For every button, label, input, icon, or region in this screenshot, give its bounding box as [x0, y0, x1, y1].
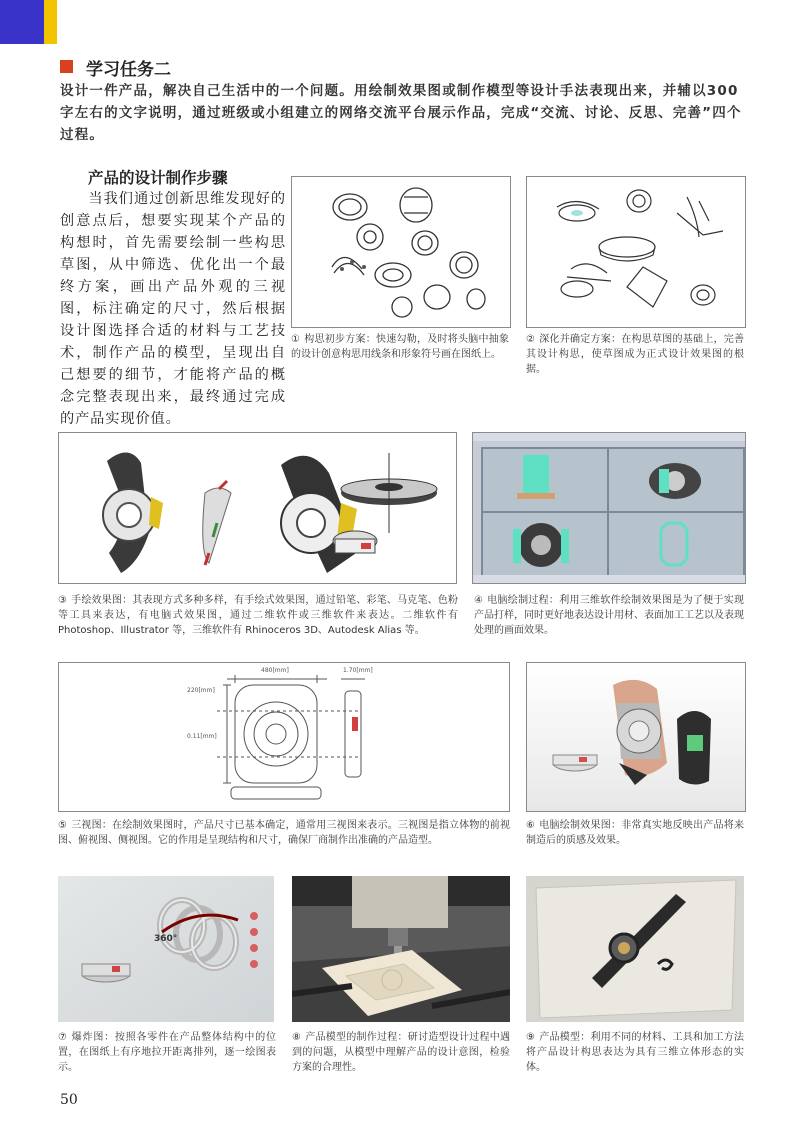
figure-7-exploded-view: [58, 876, 274, 1022]
figure-8-caption: [292, 1030, 510, 1075]
figure-4-text: 电脑绘制过程：利用三维软件绘制效果图是为了便于实现产品打样，同时更好地表达设计用材、表面加工工艺以及表现处理的画面效果。: [474, 595, 744, 636]
figure-2-caption: [526, 332, 744, 377]
figure-7-number: ⑦: [58, 1032, 68, 1043]
figure-3-hand-rendering: [58, 432, 457, 584]
corner-decoration-yellow: [44, 0, 57, 44]
figure-5-text: 三视图：在绘制效果图时，产品尺寸已基本确定，通常用三视图来表示。三视图是指立体物的前视图、俯视图、侧视图。它的作用是呈现结构和尺寸，确保厂商制作出准确的产品造型。: [58, 820, 511, 846]
figure-2-refined-sketches: [526, 176, 746, 328]
section-title: 学习任务二: [86, 60, 171, 80]
figure-6-caption: [526, 818, 744, 848]
figure-6-computer-rendering: [526, 662, 746, 812]
section-intro: 设计一件产品，解决自己生活中的一个问题。用绘制效果图或制作模型等设计手法表现出来，并辅以300字左右的文字说明，通过班级或小组建立的网络交流平台展示作品，完成“交流、讨论、反思、完善”四个过程。: [60, 83, 742, 143]
figure-6-number: ⑥: [526, 820, 536, 831]
figure-9-number: ⑨: [526, 1032, 536, 1043]
figure-9-product-model: [526, 876, 744, 1022]
figure-1-number: ①: [291, 334, 301, 345]
figure-7-text: 爆炸图：按照各零件在产品整体结构中的位置，在图纸上有序地拉开距离排列，逐一绘图表示。: [58, 1032, 277, 1073]
section-marker-square: [60, 60, 73, 73]
figure-8-text: 产品模型的制作过程：研讨造型设计过程中遇到的问题，从模型中理解产品的设计意图，检验方案的合理性。: [292, 1032, 510, 1073]
figure-9-text: 产品模型：利用不同的材料、工具和加工方法将产品设计构思表达为具有三维立体形态的实体。: [526, 1032, 744, 1073]
dim-label-left-2: 0.11[mm]: [187, 733, 217, 740]
steps-body: 当我们通过创新思维发现好的创意点后，想要实现某个产品的构想时，首先需要绘制一些构思草图，从中筛选、优化出一个最终方案，画出产品外观的三视图，标注确定的尺寸，然后根据设计图选择合适的材料与工艺技术，制作产品的模型，呈现出自己想要的细节，才能将产品的概念完整表现出来，最终通过完成的产品实现价值。: [60, 191, 286, 427]
figure-4-cad-screenshot: [472, 432, 746, 584]
figure-5-caption: [58, 818, 510, 848]
steps-title: 产品的设计制作步骤: [88, 169, 228, 187]
figure-1-sketches: [291, 176, 511, 328]
dim-label-left-1: 220[mm]: [187, 687, 215, 694]
explode-angle-label: 360°: [154, 934, 178, 944]
figure-2-number: ②: [526, 334, 536, 345]
figure-3-number: ③: [58, 595, 68, 606]
corner-decoration-blue: [0, 0, 44, 44]
figure-4-caption: [474, 593, 744, 638]
dim-label-top: 480[mm]: [261, 667, 289, 674]
figure-2-text: 深化并确定方案：在构思草图的基础上，完善其设计构思，使草图成为正式设计效果图的根据。: [526, 334, 744, 375]
figure-5-number: ⑤: [58, 820, 68, 831]
figure-8-number: ⑧: [292, 1032, 302, 1043]
figure-7-caption: [58, 1030, 276, 1075]
figure-1-text: 构思初步方案：快速勾勒，及时将头脑中抽象的设计创意构思用线条和形象符号画在图纸上。: [291, 334, 509, 360]
page-number: 50: [60, 1092, 78, 1108]
figure-3-caption: [58, 593, 458, 638]
figure-5-three-view-drawing: [58, 662, 510, 812]
figure-3-text: 手绘效果图：其表现方式多种多样，有手绘式效果图，通过铅笔、彩笔、马克笔、色粉等工具来表达，有电脑式效果图，通过二维软件或三维软件来表达。二维软件有Photoshop、Illustrator 等，三维软件有 Rhinoceros 3D、Autodesk Alias 等。: [58, 595, 459, 636]
dim-label-side: 1.70[mm]: [343, 667, 373, 674]
figure-4-number: ④: [474, 595, 484, 606]
figure-8-model-making: [292, 876, 510, 1022]
figure-9-caption: [526, 1030, 744, 1075]
figure-6-text: 电脑绘制效果图：非常真实地反映出产品将来制造后的质感及效果。: [526, 820, 744, 846]
figure-1-caption: [291, 332, 509, 362]
